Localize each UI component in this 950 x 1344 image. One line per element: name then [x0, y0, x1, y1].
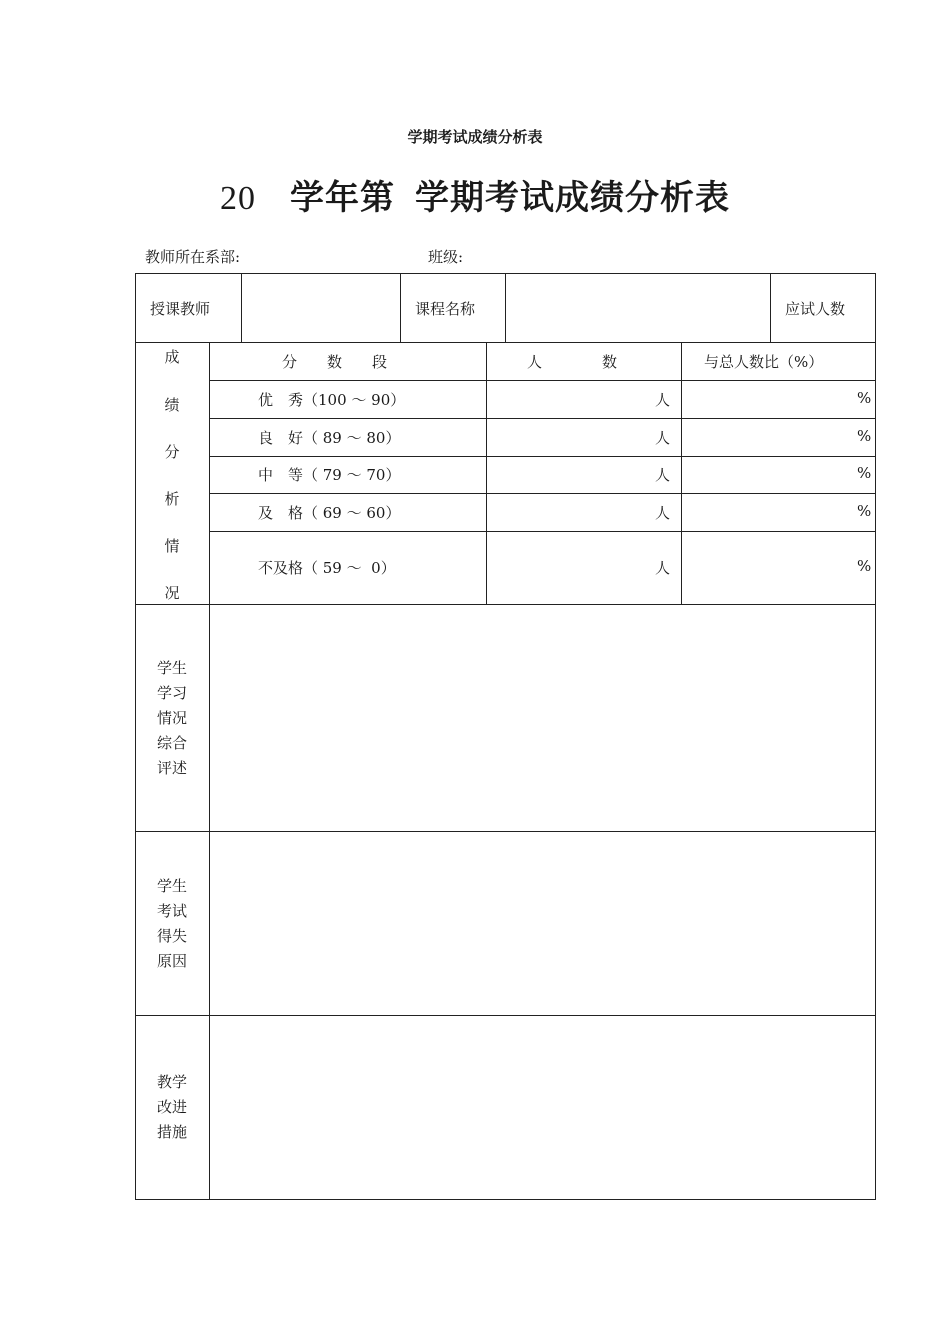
- col-header-count: 人 数: [527, 353, 618, 371]
- course-field[interactable]: [506, 274, 769, 341]
- exam-reasons-field[interactable]: [210, 832, 875, 1014]
- row-divider: [209, 531, 876, 532]
- count-unit: 人: [655, 466, 671, 484]
- teacher-label: 授课教师: [150, 300, 211, 318]
- grade-row-label: 良 好（ 89 ～ 80）: [258, 429, 401, 447]
- course-label: 课程名称: [415, 300, 476, 318]
- grade-row-label: 中 等（ 79 ～ 70）: [258, 466, 401, 484]
- class-label: 班级:: [428, 248, 464, 266]
- grade-row-label: 不及格（ 59 ～ 0）: [258, 559, 396, 577]
- label-line: 学生: [156, 877, 187, 895]
- department-label: 教师所在系部:: [145, 248, 241, 266]
- page-subtitle: 学期考试成绩分析表: [407, 128, 543, 146]
- grade-row-label: 及 格（ 69 ～ 60）: [258, 504, 401, 522]
- review-section-label: [142, 656, 202, 781]
- year-field[interactable]: 20: [220, 180, 256, 217]
- col-header-range: 分 数 段: [282, 353, 388, 371]
- grade-row-label: 优 秀（100 ～ 90）: [258, 391, 406, 409]
- title-main-text: 学期考试成绩分析表: [415, 178, 730, 218]
- percent-unit: %: [857, 427, 872, 445]
- label-line: 得失: [156, 927, 187, 945]
- row-divider: [209, 418, 876, 419]
- label-line: 改进: [156, 1098, 187, 1116]
- review-field[interactable]: [210, 605, 875, 830]
- percent-unit: %: [857, 464, 872, 482]
- count-unit: 人: [655, 429, 671, 447]
- col-divider: [400, 273, 401, 342]
- label-line: 措施: [156, 1123, 187, 1141]
- label-line: 学生: [156, 659, 187, 677]
- label-line: 教学: [156, 1073, 187, 1091]
- col-divider: [486, 342, 487, 604]
- row-divider: [135, 342, 876, 343]
- label-line: 学习: [156, 684, 187, 702]
- grade-side-label-char: 析: [164, 490, 180, 508]
- grade-side-label-char: 分: [164, 443, 180, 461]
- count-unit: 人: [655, 559, 671, 577]
- grade-side-label-char: 况: [164, 584, 180, 602]
- col-divider: [770, 273, 771, 342]
- label-line: 评述: [156, 759, 187, 777]
- percent-unit: %: [857, 389, 872, 407]
- teacher-field[interactable]: [242, 274, 399, 341]
- row-divider: [209, 493, 876, 494]
- count-unit: 人: [655, 504, 671, 522]
- percent-unit: %: [857, 557, 872, 575]
- page-title: [0, 170, 950, 219]
- col-divider: [681, 342, 682, 604]
- percent-unit: %: [857, 502, 872, 520]
- grade-side-label-char: 情: [164, 537, 180, 555]
- grade-side-label-char: 成: [164, 348, 180, 366]
- label-line: 考试: [156, 902, 187, 920]
- label-line: 原因: [156, 952, 187, 970]
- improvement-field[interactable]: [210, 1016, 875, 1199]
- label-line: 情况: [156, 709, 187, 727]
- col-header-ratio: 与总人数比（%）: [704, 353, 824, 371]
- improvement-section-label: [142, 1070, 202, 1145]
- row-divider: [209, 380, 876, 381]
- title-semester-text: 学年第: [290, 178, 395, 218]
- count-unit: 人: [655, 391, 671, 409]
- exam-count-label: 应试人数: [785, 300, 846, 318]
- label-line: 综合: [156, 734, 187, 752]
- row-divider: [209, 456, 876, 457]
- exam-reasons-section-label: [142, 874, 202, 974]
- grade-side-label-char: 绩: [164, 396, 180, 414]
